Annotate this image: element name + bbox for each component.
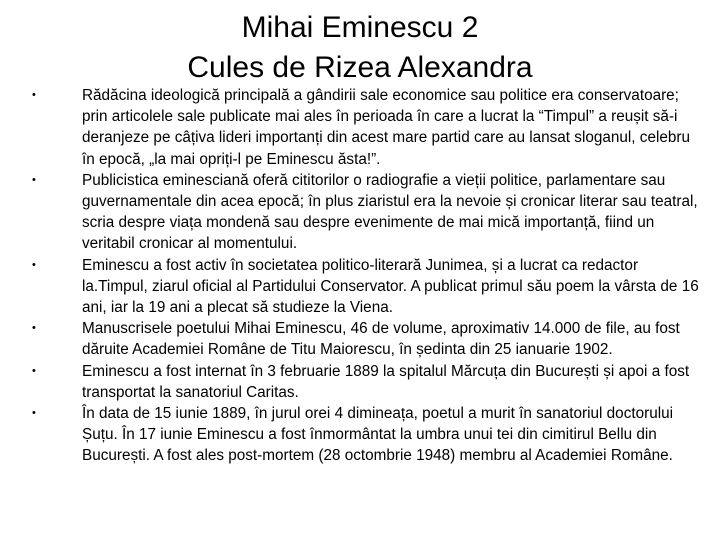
slide-title-line-1: Mihai Eminescu 2: [241, 11, 479, 44]
bullet-item: [32, 170, 700, 255]
bullet-item: [32, 361, 700, 403]
bullet-item: [32, 255, 700, 319]
bullet-marker: •: [32, 258, 36, 271]
bullet-marker: •: [32, 322, 36, 335]
bullet-item: [32, 403, 700, 467]
bullet-text: Manuscrisele poetului Mihai Eminescu, 46 de volume, aproximativ 14.000 de file, au fost dăruite Academiei Române de Titu Maiorescu, în ședinta din 25 ianuarie 1902.: [82, 320, 680, 359]
bullet-item: [32, 318, 700, 360]
bullet-text: Rădăcina ideologică principală a gândirii sale economice sau politice era conservatoare; prin articolele sale publicate mai ales în perioada în care a lucrat la “Timpul” a reușit să-i deranjeze pe câțiva lideri importanți din acest mare partid care au lansat sloganul, celebru în epocă, „la mai opriți-l pe Eminescu ăsta!”.: [82, 87, 690, 168]
bullet-text: Eminescu a fost activ în societatea politico-literară Junimea, și a lucrat ca redactor la.Timpul, ziarul oficial al Partidului Conservator. A publicat primul său poem la vârsta de 16 ani, iar la 19 ani a plecat să studieze la Viena.: [82, 256, 699, 317]
bullet-marker: •: [32, 173, 36, 186]
bullet-list: [32, 85, 700, 467]
bullet-marker: •: [32, 364, 36, 377]
bullet-marker: •: [32, 89, 36, 101]
bullet-text: Publicistica eminesciană oferă cititorilor o radiografie a vieții politice, parlamentare sau guvernamentale din acea epocă; în plus ziaristul era la nevoie și cronicar literar sau teatral, scria despre viața mondenă sau despre evenimente de mai mică importanță, fiind un veritabil cronicar al momentului.: [82, 171, 698, 253]
bullet-text: Eminescu a fost internat în 3 februarie 1889 la spitalul Mărcuța din București și apoi a fost transportat la sanatoriul Caritas.: [82, 362, 690, 401]
bullet-marker: •: [32, 407, 36, 420]
slide-title-line-2: Cules de Rizea Alexandra: [187, 51, 533, 84]
slide-title: [90, 8, 630, 88]
bullet-item: [32, 85, 700, 170]
bullet-text: În data de 15 iunie 1889, în jurul orei 4 dimineața, poetul a murit în sanatoriul doctorului Șuțu. În 17 iunie Eminescu a fost înmormântat la umbra unui tei din cimitirul Bellu din București. A fost ales post-mortem (28 octombrie 1948) membru al Academiei Române.: [82, 405, 673, 465]
